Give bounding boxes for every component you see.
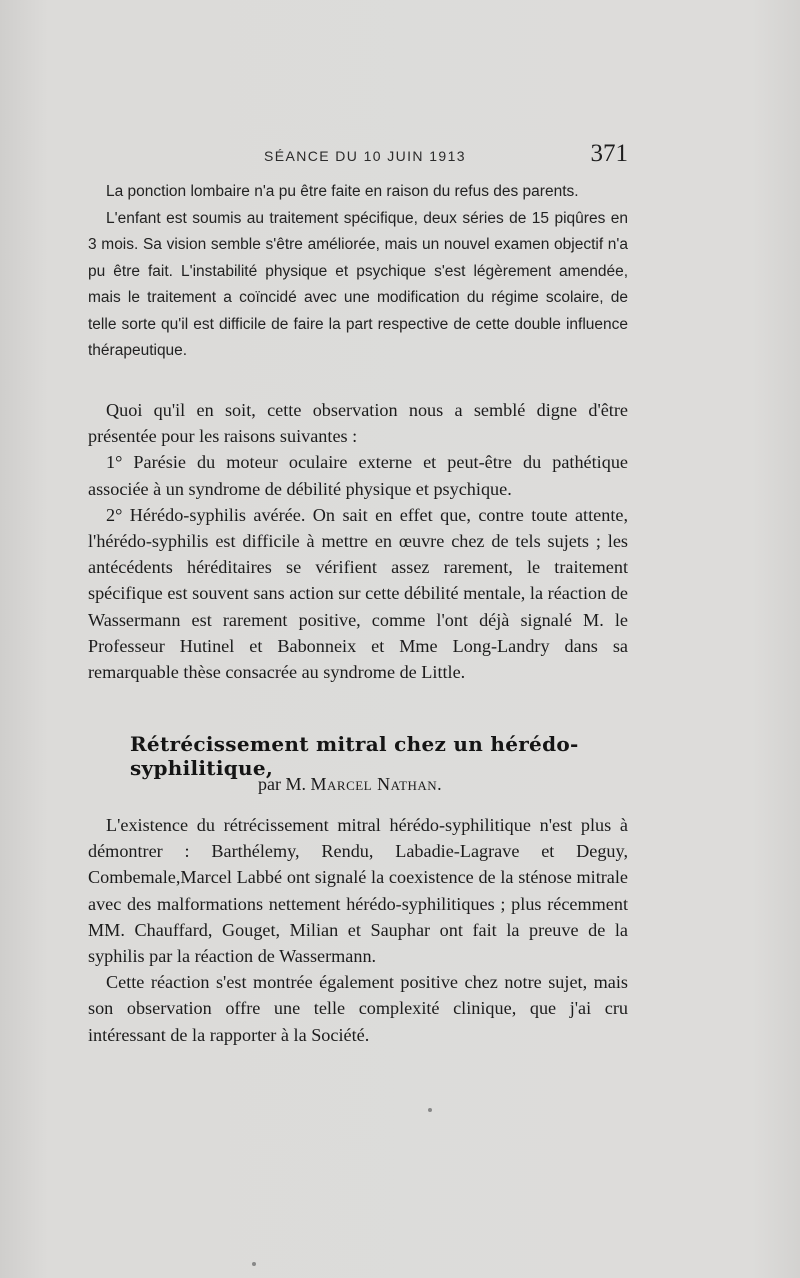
paragraph: Quoi qu'il en soit, cette observation nous a semblé digne d'être présentée pour les raisons suivantes :	[88, 400, 628, 447]
page-number: 371	[590, 140, 628, 167]
case-report-text	[88, 179, 628, 365]
discussion-text	[88, 397, 628, 685]
paragraph: L'existence du rétrécissement mitral hérédo-syphilitique n'est plus à démontrer : Barthélemy, Rendu, Labadie-Lagrave et Deguy, Combemale,Marcel Labbé ont signalé la coexistence de la sténose mitrale avec des malformations nettement hérédo-syphilitiques ; plus récemment MM. Chauffard, Gouget, Milian et Sauphar ont fait la preuve de la syphilis par la réaction de Wassermann.	[88, 815, 628, 967]
paragraph: L'enfant est soumis au traitement spécifique, deux séries de 15 piqûres en 3 mois. Sa vision semble s'être améliorée, mais un nouvel examen objectif n'a pu être fait. L'instabilité physique et psychique s'est légèrement amendée, mais le traitement a coïncidé avec une modification du régime scolaire, de telle sorte qu'il est difficile de faire la part respective de cette double influence thérapeutique.	[88, 209, 628, 359]
paragraph: 2° Hérédo-syphilis avérée. On sait en effet que, contre toute attente, l'hérédo-syphilis est difficile à mettre en œuvre chez de tels sujets ; les antécédents héréditaires se vérifient assez rarement, le traitement spécifique est souvent sans action sur cette débilité mentale, la réaction de Wassermann est rarement positive, comme l'ont déjà signalé M. le Professeur Hutinel et Babonneix et Mme Long-Landry dans sa remarquable thèse consacrée au syndrome de Little.	[88, 504, 628, 683]
author-name: Marcel Nathan.	[310, 774, 443, 794]
scan-speck	[252, 1262, 256, 1266]
paragraph: 1° Parésie du moteur oculaire externe et peut-être du pathétique associée à un syndrome de débilité physique et psychique.	[88, 452, 628, 499]
article-title: Rétrécissement mitral chez un hérédo-syphilitique,	[130, 732, 579, 780]
scan-speck	[428, 1108, 432, 1112]
article-byline	[258, 774, 442, 795]
paragraph: Cette réaction s'est montrée également positive chez notre sujet, mais son observation offre une telle complexité clinique, que j'ai cru intéressant de la rapporter à la Société.	[88, 972, 628, 1045]
paragraph: La ponction lombaire n'a pu être faite en raison du refus des parents.	[106, 183, 579, 200]
byline-prefix: par M.	[258, 774, 306, 794]
article-body	[88, 812, 628, 1048]
page-header	[88, 142, 628, 172]
running-head: SÉANCE DU 10 JUIN 1913	[264, 148, 466, 164]
